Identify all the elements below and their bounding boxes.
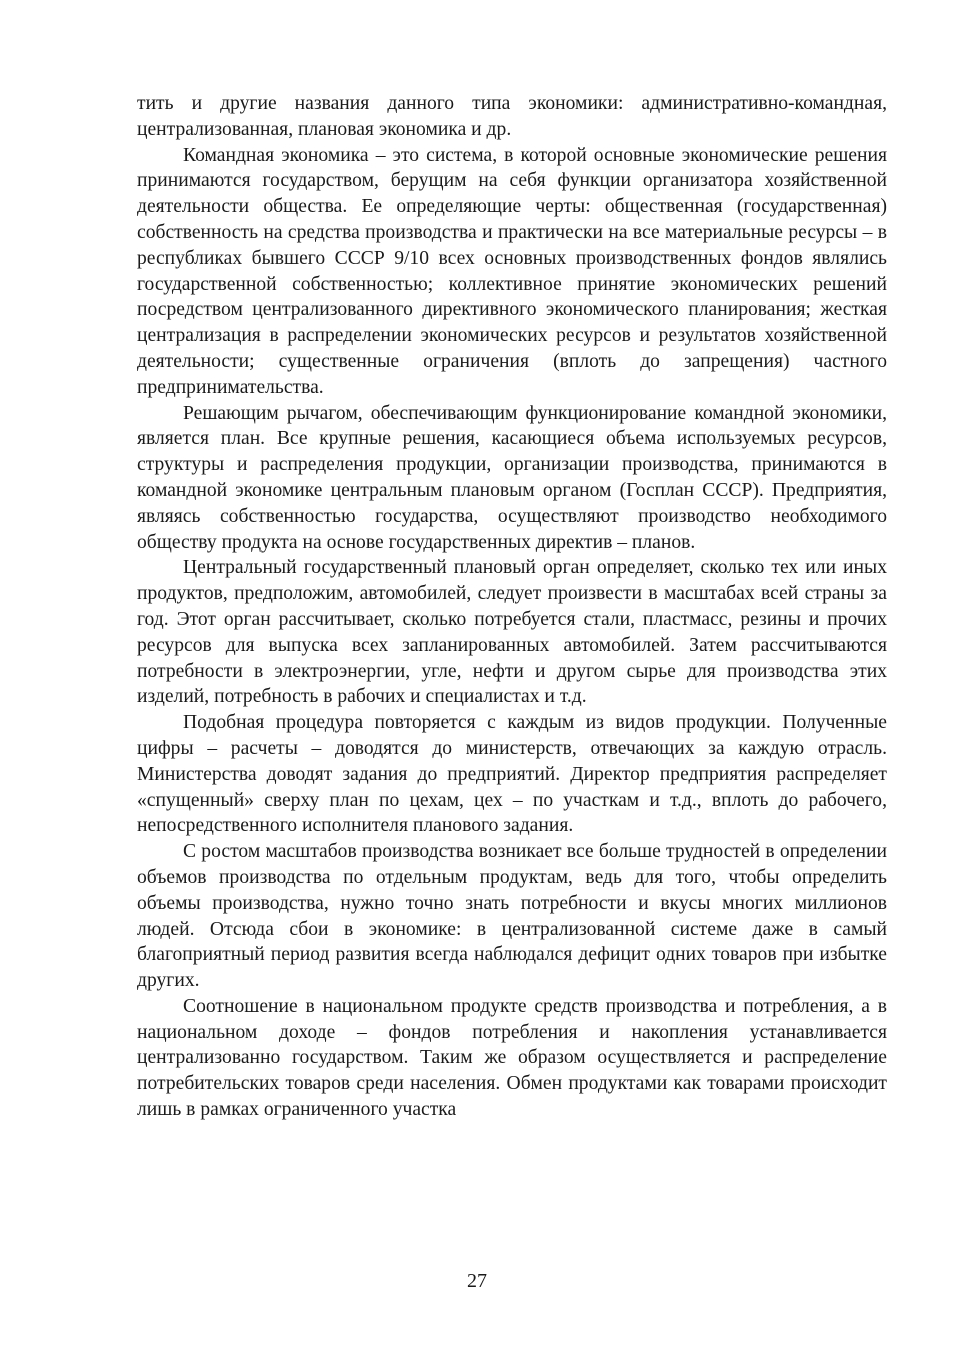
paragraph-procedure: Подобная процедура повторяется с каждым из видов продукции. Полученные цифры – расчеты – доводятся до министерств, отвечающих за каждую отрасль. Министерства доводят задания до предприятий. Директор предприятия распределяет «спущенный» сверху план по цехам, цех – по участкам и т.д., вплоть до рабочего, непосредственного исполнителя планового задания.: [137, 712, 887, 837]
paragraph-command-economy-definition: Командная экономика – это система, в которой основные экономические решения принимаются государством, берущим на себя функции организатора хозяйственной деятельности общества. Ее определяющие черты: общественная (государственная) собственность на средства производства и практически на все материальные ресурсы – в республиках бывшего СССР 9/10 всех основных производственных фондов являлись государственной собственностью; коллективное принятие экономических решений посредством централизованного директивного экономического планирования; жесткая централизация в распределении экономических ресурсов и результатов хозяйственной деятельности; существенные ограничения (вплоть до запрещения) частного предпринимательства.: [137, 144, 887, 398]
paragraph-plan-lever: Решающим рычагом, обеспечивающим функционирование командной экономики, является план. Все крупные решения, касающиеся объема используемых ресурсов, структуры и распределения продукции, организации производства, принимаются в командной экономике центральным плановым органом (Госплан СССР). Предприятия, являясь собственностью государства, осуществляют производство необходимого обществу продукта на основе государственных директив – планов.: [137, 402, 887, 553]
paragraph-national-product: Соотношение в национальном продукте средств производства и потребления, а в национальном доходе – фондов потребления и накопления устанавливается централизованно государством. Таким же образом осуществляется и распределение потребительских товаров среди населения. Обмен продуктами как товарами происходит лишь в рамках ограниченного участка: [137, 995, 887, 1121]
paragraph-central-planning-body: Центральный государственный плановый орган определяет, сколько тех или иных продуктов, предположим, автомобилей, следует произвести в масштабах всей страны за год. Этот орган рассчитывает, сколько потребуется стали, пластмасс, резины и прочих ресурсов для выпуска всех запланированных автомобилей. Затем рассчитываются потребности в электроэнергии, угле, нефти и другом сырье для производства этих изделий, потребность в рабочих и специалистах и т.д.: [137, 557, 887, 708]
paragraph-continuation: тить и другие названия данного типа экономики: административно-командная, централизованная, плановая экономика и др.: [137, 93, 887, 140]
paragraph-difficulties: С ростом масштабов производства возникает все больше трудностей в определении объемов производства по отдельным продуктам, ведь для того, чтобы определить объемы производства, нужно точно знать потребности и вкусы многих миллионов людей. Отсюда сбои в экономике: в централизованной системе даже в самый благоприятный период развития всегда наблюдался дефицит одних товаров при избытке других.: [137, 841, 887, 992]
page-number: 27: [467, 1270, 487, 1292]
document-page: [137, 91, 887, 1123]
